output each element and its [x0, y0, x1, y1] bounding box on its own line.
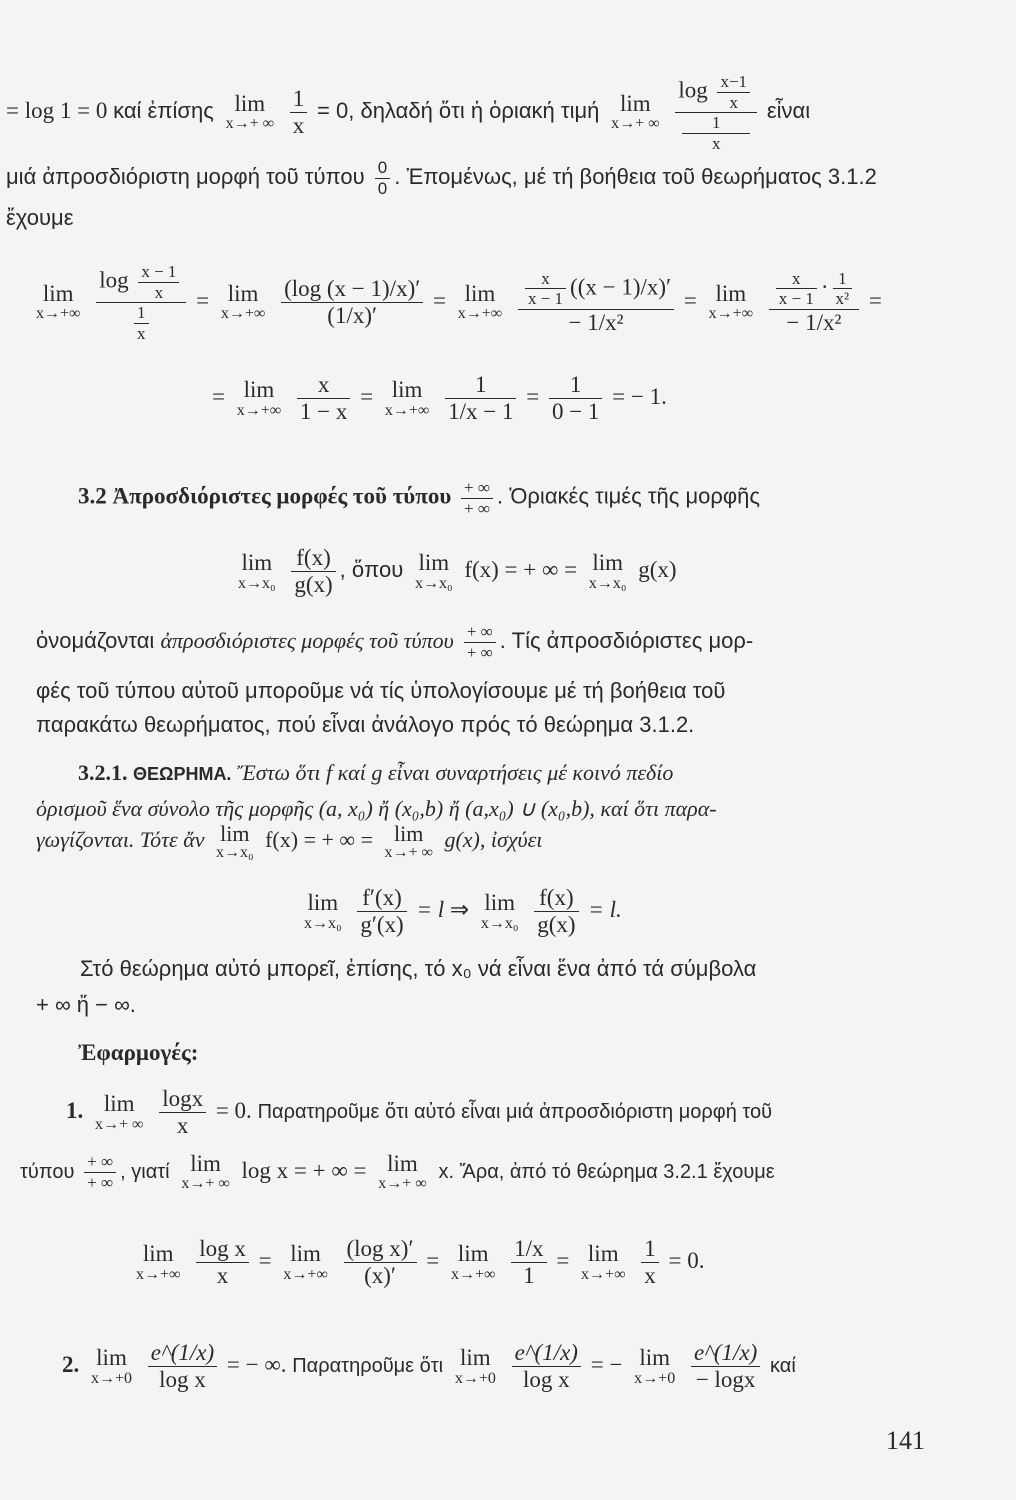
fraction: log $\frac{x - 1}{x}$ $\frac{1}{x}$ — [96, 262, 186, 343]
compound-fraction: log $\frac{x-1}{x}$ 1 x — [675, 72, 757, 153]
theorem-line-3: γωγίζονται. Τότε ἄν lim x→x₀ f(x) = + ∞ = lim x→+ ∞ g(x), ἰσχύει — [36, 821, 543, 862]
application-2-line: 2. lim x→+0 $\frac{e\^{}(1/x)}{\text{log x}}$ = − ∞. Παρατηροῦμε ὅτι lim x→+0 $\frac{e\^{}(1/x)}{\text{log x}}$ = − lim x→+0 $\frac{e\^{}(1/x)}{- \log x}$ καί — [62, 1340, 796, 1393]
definition-line: lim x→x₀ $\frac{f(x)}{g(x)}$ , ὅπου lim x→x₀ f(x) = + ∞ = lim x→x₀ g(x) — [238, 545, 677, 598]
applications-heading: Ἐφαρμογές: — [78, 1040, 199, 1065]
paragraph-line-1: ὀνομάζονται ἀπροσδιόριστες μορφές τοῦ τύπου $\frac{+ \infty}{+ \infty}$ . Τίς ἀπροσδιόριστες μορ- — [36, 622, 754, 662]
theorem-line-1: 3.2.1. ΘΕΩΡΗΜΑ. Ἔστω ὅτι f καί g εἶναι συναρτήσεις μέ κοινό πεδίο — [78, 760, 674, 785]
paragraph-line-2: φές τοῦ τύπου αὐτοῦ μποροῦμε νά τίς ὑπολογίσουμε μέ τή βοήθεια τοῦ — [36, 678, 726, 703]
application-1-line-1: 1. lim x→+ ∞ $\frac{\log x}{x}$ = 0. Παρατηροῦμε ὅτι αὐτό εἶναι μιά ἀπροσδιόριστη μορφή τοῦ — [66, 1086, 773, 1139]
theorem-implication: lim x→x₀ $\frac{f'(x)}{g'(x)}$ = l ⇒ lim x→x₀ $\frac{f(x)}{g(x)}$ = l. — [304, 885, 622, 938]
equation-1: lim x→+∞ log $\frac{x - 1}{x}$ $\frac{1}{x}$ = lim x→+∞ $\frac{(\log (x - 1)/x)'}{(1/x)'}$ = lim x→+∞ $\frac{x}{x - 1}$ ((x − 1)/x)′ − 1/x² = lim x→+∞ $\frac{x}{x - 1}$ · $\frac{1}{\text{x²}}$ − 1/x² = — [36, 262, 882, 343]
intro-text: καί ἐπίσης — [113, 97, 214, 123]
limit-expression: lim x→+ ∞ — [611, 91, 660, 133]
limit-expression: lim x→+ ∞ — [225, 91, 275, 133]
intro-line-3: ἔχουμε — [6, 205, 74, 230]
fraction: $\frac{x}{x - 1}$ ((x − 1)/x)′ − 1/x² — [518, 269, 674, 337]
page-number: 141 — [886, 1426, 925, 1455]
fraction: $\frac{x}{x - 1}$ · $\frac{1}{\text{x²}}$ − 1/x² — [769, 269, 859, 337]
remark-line-2: + ∞ ἤ − ∞. — [36, 992, 136, 1017]
application-1-line-2: τύπου $\frac{+ \infty}{+ \infty}$ , γιατί lim x→+ ∞ log x = + ∞ = lim x→+ ∞ x. Ἄρα, ἀπό τό θεώρημα 3.2.1 ἔχουμε — [20, 1151, 775, 1193]
intro-text: = 0, δηλαδή ὅτι ἡ ὁριακή τιμή — [317, 97, 600, 123]
intro-line-2: μιά ἀπροσδιόριστη μορφή τοῦ τύπου $\frac{0}{0}$ . Ἐπομένως, μέ τή βοήθεια τοῦ θεωρήματος 3.1.2 — [6, 158, 877, 198]
theorem-line-2: ὁρισμοῦ ἕνα σύνολο τῆς μορφῆς (a, x₀) ἤ (x₀,b) ἤ (a,x₀) ∪ (x₀,b), καί ὅτι παρα- — [36, 796, 717, 821]
fraction: $\frac{0}{0}$ — [375, 158, 390, 198]
fraction: $\frac{1}{x}$ — [290, 86, 308, 140]
intro-eq-text: = log 1 = 0 — [6, 97, 108, 123]
intro-text: εἶναι — [766, 97, 811, 123]
section-heading: 3.2 Ἀπροσδιόριστες μορφές τοῦ τύπου $\frac{+ \infty}{+ \infty}$ . Ὁριακές τιμές τῆς μορφῆς — [78, 478, 761, 518]
application-1-equation: lim x→+∞ $\frac{\text{log x}}{x}$ = lim x→+∞ $\frac{\text{(log x)′}}{(x)'}$ = lim x→+∞ $\frac{1/x}{1}$ = lim x→+∞ $\frac{1}{x}$ = 0. — [136, 1236, 705, 1289]
equation-2: = lim x→+∞ $\frac{x}{1 - x}$ = lim x→+∞ $\frac{1}{1/x - 1}$ = $\frac{1}{0 - 1}$ = − 1. — [212, 372, 667, 425]
paragraph-line-3: παρακάτω θεωρήματος, πού εἶναι ἀνάλογο πρός τό θεώρημα 3.1.2. — [36, 712, 695, 737]
intro-line-1 — [6, 72, 810, 153]
fraction: $\frac{(\log (x - 1)/x)'}{(1/x)'}$ — [281, 276, 423, 330]
remark-line-1: Στό θεώρημα αὐτό μπορεῖ, ἐπίσης, τό x₀ νά εἶναι ἕνα ἀπό τά σύμβολα — [80, 956, 757, 981]
